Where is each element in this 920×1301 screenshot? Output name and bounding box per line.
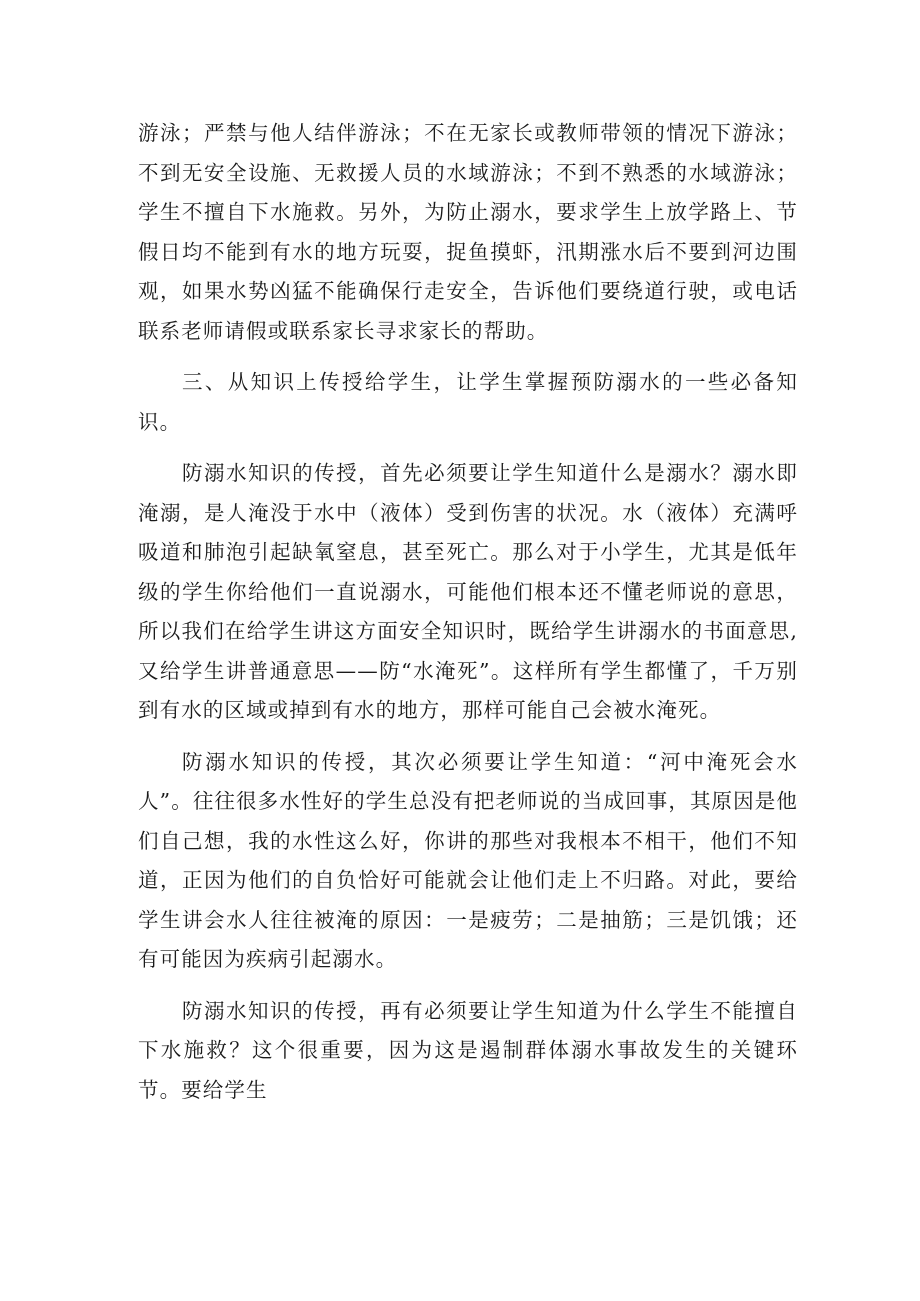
paragraph-gap bbox=[138, 351, 798, 363]
paragraph-gap bbox=[138, 980, 798, 992]
paragraph-swimming-rules: 游泳；严禁与他人结伴游泳；不在无家长或教师带领的情况下游泳；不到无安全设施、无救援人员的水域游泳；不到不熟悉的水域游泳；学生不擅自下水施救。另外，为防止溺水，要求学生上放学路上、节假日均不能到有水的地方玩耍，捉鱼摸虾，汛期涨水后不要到河边围观，如果水势凶猛不能确保行走安全，告诉他们要绕道行驶，或电话联系老师请假或联系家长寻求家长的帮助。 bbox=[138, 121, 798, 343]
document-page bbox=[138, 114, 798, 1110]
paragraph-gap bbox=[138, 731, 798, 743]
section-heading-knowledge: 三、从知识上传授给学生，让学生掌握预防溺水的一些必备知识。 bbox=[138, 370, 798, 434]
paragraph-no-self-rescue: 防溺水知识的传授，再有必须要让学生知道为什么学生不能擅自下水施救？这个很重要，因为这是遏制群体溺水事故发生的关键环节。要给学生 bbox=[138, 998, 798, 1102]
paragraph-what-is-drowning: 防溺水知识的传授，首先必须要让学生知道什么是溺水？溺水即淹溺，是人淹没于水中（液体）受到伤害的状况。水（液体）充满呼吸道和肺泡引起缺氧窒息，甚至死亡。那么对于小学生，尤其是低年级的学生你给他们一直说溺水，可能他们根本还不懂老师说的意思，所以我们在给学生讲这方面安全知识时，既给学生讲溺水的书面意思,又给学生讲普通意思——防“水淹死”。这样所有学生都懂了，千万别到有水的区域或掉到有水的地方，那样可能自己会被水淹死。 bbox=[138, 461, 798, 722]
paragraph-good-swimmers-drown: 防溺水知识的传授，其次必须要让学生知道：“河中淹死会水人”。往往很多水性好的学生总没有把老师说的当成回事，其原因是他们自己想，我的水性这么好，你讲的那些对我根本不相干，他们不知道，正因为他们的自负恰好可能就会让他们走上不归路。对此，要给学生讲会水人往往被淹的原因：一是疲劳；二是抽筋；三是饥饿；还有可能因为疾病引起溺水。 bbox=[138, 749, 798, 971]
paragraph-gap bbox=[138, 442, 798, 454]
